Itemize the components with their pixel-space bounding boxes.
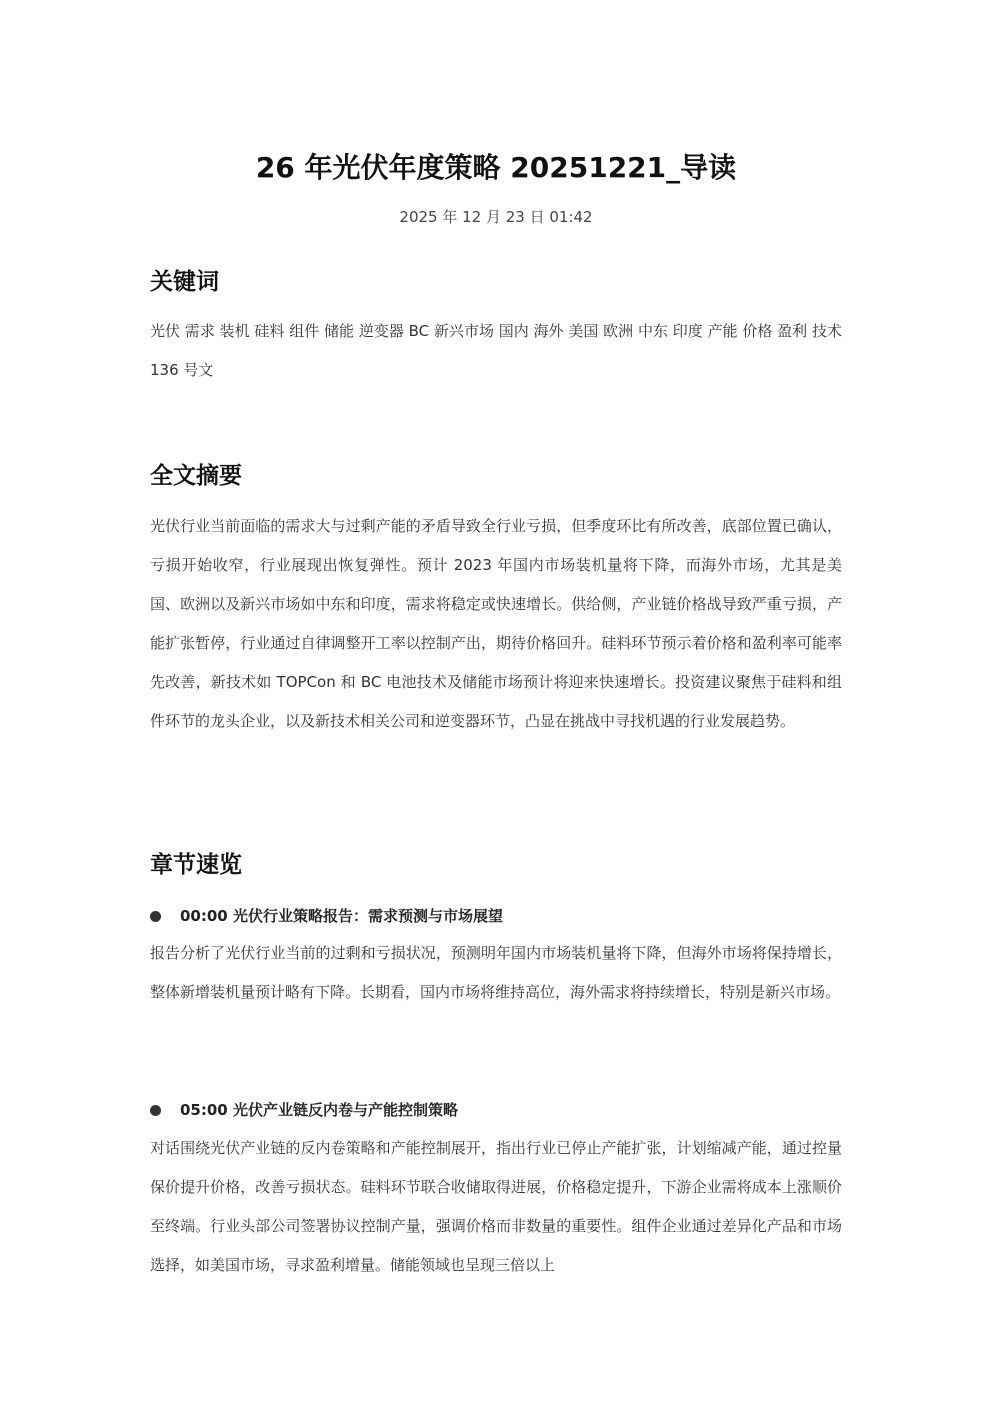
keywords-heading: 关键词 xyxy=(150,269,219,295)
chapters-heading: 章节速览 xyxy=(150,852,242,878)
chapter-title: 00:00 光伏行业策略报告：需求预测与市场展望 xyxy=(180,907,503,925)
chapter-text: 报告分析了光伏行业当前的过剩和亏损状况，预测明年国内市场装机量将下降，但海外市场将保持增长，整体新增装机量预计略有下降。长期看，国内市场将维持高位，海外需求将持续增长，特别是新兴市场。 xyxy=(150,944,842,1001)
chapter-item-1 xyxy=(150,904,842,928)
chapter-text: 对话围绕光伏产业链的反内卷策略和产能控制展开，指出行业已停止产能扩张，计划缩减产能，通过控量保价提升价格，改善亏损状态。硅料环节联合收储取得进展，价格稳定提升，下游企业需将成本上涨顺价至终端。行业头部公司签署协议控制产量，强调价格而非数量的重要性。组件企业通过差异化产品和市场选择，如美国市场，寻求盈利增量。储能领域也呈现三倍以上 xyxy=(150,1139,842,1274)
summary-text: 光伏行业当前面临的需求大与过剩产能的矛盾导致全行业亏损，但季度环比有所改善，底部位置已确认，亏损开始收窄，行业展现出恢复弹性。预计 2023 年国内市场装机量将下降，而海外市场，尤其是美国、欧洲以及新兴市场如中东和印度，需求将稳定或快速增长。供给侧，产业链价格战导致严重亏损，产能扩张暂停，行业通过自律调整开工率以控制产出，期待价格回升。硅料环节预示着价格和盈利率可能率先改善，新技术如 TOPCon 和 BC 电池技术及储能市场预计将迎来快速增长。投资建议聚焦于硅料和组件环节的龙头企业，以及新技术相关公司和逆变器环节，凸显在挑战中寻找机遇的行业发展趋势。 xyxy=(150,517,842,730)
keywords-text: 光伏 需求 装机 硅料 组件 储能 逆变器 BC 新兴市场 国内 海外 美国 欧洲 中东 印度 产能 价格 盈利 技术 136 号文 xyxy=(150,322,842,379)
chapter-item-2 xyxy=(150,1098,842,1122)
chapter-title: 05:00 光伏产业链反内卷与产能控制策略 xyxy=(180,1101,458,1119)
document-title: 26 年光伏年度策略 20251221_导读 xyxy=(255,151,737,184)
bullet-icon xyxy=(150,1105,161,1116)
bullet-icon xyxy=(150,911,161,922)
document-date: 2025 年 12 月 23 日 01:42 xyxy=(399,208,593,226)
summary-heading: 全文摘要 xyxy=(150,463,242,489)
